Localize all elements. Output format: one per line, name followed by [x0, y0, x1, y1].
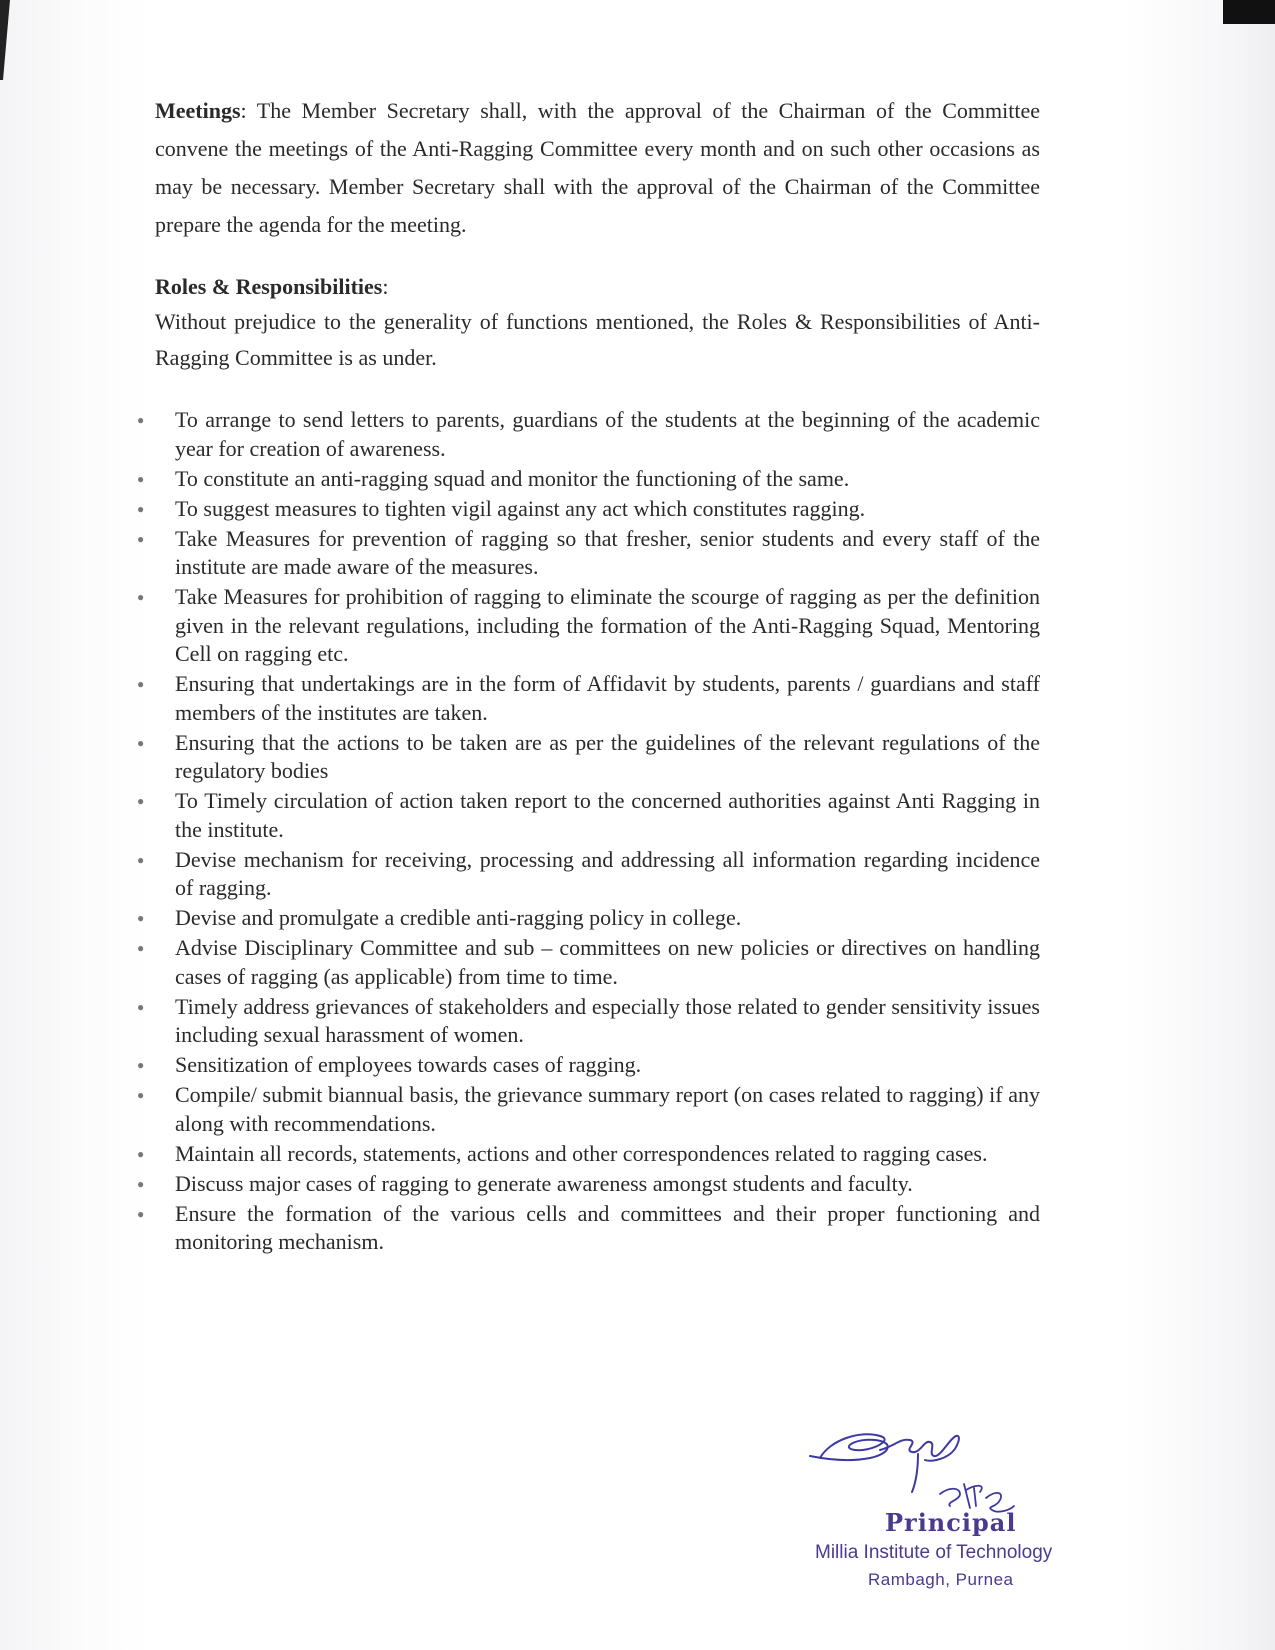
- list-item-text: To constitute an anti-ragging squad and monitor the functioning of the same.: [175, 465, 850, 491]
- list-item-text: Ensuring that the actions to be taken are as per the guidelines of the relevant regulations of the regulatory bodies: [175, 729, 1040, 783]
- bullet-icon: ●: [137, 1206, 145, 1221]
- bullet-icon: ●: [137, 999, 145, 1014]
- list-item: [137, 846, 1040, 903]
- list-item-text: Sensitization of employees towards cases of ragging.: [175, 1052, 642, 1077]
- list-item: [137, 729, 1040, 786]
- list-item-text: Ensuring that undertakings are in the form of Affidavit by students, parents / guardians and staff members of the institutes are taken.: [175, 671, 1040, 725]
- list-item: [137, 1051, 1040, 1080]
- roles-heading: Roles & Responsibilities: [155, 274, 383, 299]
- bullet-icon: ●: [137, 677, 145, 691]
- list-item: [137, 670, 1040, 727]
- list-item-text: Devise mechanism for receiving, processing and addressing all information regarding incidence of ragging.: [175, 846, 1040, 900]
- list-item: [137, 1140, 1040, 1169]
- stamp-institution: Millia Institute of Technology: [815, 1542, 1053, 1563]
- list-item: [137, 1170, 1040, 1199]
- list-item: [137, 495, 1040, 524]
- bullet-icon: ●: [137, 852, 145, 867]
- list-item-text: Advise Disciplinary Committee and sub – committees on new policies or directives on handling cases of ragging (as applicable) from time to time.: [175, 935, 1040, 989]
- bullet-icon: ●: [137, 471, 145, 486]
- signature-icon: [800, 1410, 1060, 1520]
- list-item: [137, 934, 1040, 991]
- signature-block: [800, 1410, 1100, 1630]
- list-item: [137, 1200, 1040, 1257]
- scan-edge-mark: [0, 0, 10, 80]
- bullet-icon: ●: [137, 911, 145, 925]
- list-item: [137, 525, 1040, 582]
- list-item-text: To suggest measures to tighten vigil against any act which constitutes ragging.: [175, 495, 866, 521]
- list-item-text: Maintain all records, statements, actions and other correspondences related to ragging cases.: [175, 1140, 988, 1166]
- stamp-location: Rambagh, Purnea: [868, 1570, 1014, 1589]
- bullet-icon: ●: [137, 501, 145, 516]
- list-item-text: Devise and promulgate a credible anti-ragging policy in college.: [175, 905, 742, 930]
- bullet-icon: ●: [137, 590, 145, 604]
- meetings-text: : The Member Secretary shall, with the approval of the Chairman of the Committee convene the meetings of the Anti-Ragging Committee every month and on such other occasions as may be necessary. Member Secretary shall with the approval of the Chairman of the Committee prepare the agenda for the meeting.: [155, 98, 1040, 237]
- list-item-text: To Timely circulation of action taken report to the concerned authorities against Anti Ragging in the institute.: [175, 788, 1040, 842]
- list-item-text: Compile/ submit biannual basis, the grievance summary report (on cases related to ragging) if any along with recommendations.: [175, 1082, 1040, 1136]
- list-item: [137, 904, 1040, 933]
- list-item: [137, 583, 1040, 669]
- bullet-icon: ●: [137, 735, 145, 750]
- scan-edge-mark: [1223, 0, 1275, 24]
- bullet-icon: ●: [137, 1146, 145, 1161]
- bullet-icon: ●: [137, 1176, 145, 1191]
- roles-heading-suffix: :: [382, 274, 389, 299]
- list-item: [137, 465, 1040, 494]
- roles-heading-line: [155, 270, 1040, 304]
- bullet-icon: ●: [137, 531, 145, 546]
- bullet-icon: ●: [137, 1058, 145, 1072]
- list-item: [137, 1081, 1040, 1138]
- list-item: [137, 993, 1040, 1050]
- list-item: [137, 787, 1040, 844]
- list-item: [137, 406, 1040, 463]
- list-item-text: Take Measures for prevention of ragging so that fresher, senior students and every staff of the institute are made aware of the measures.: [175, 525, 1040, 579]
- stamp-title: Principal: [885, 1508, 1017, 1537]
- roles-intro: Without prejudice to the generality of functions mentioned, the Roles & Responsibilities of Anti-Ragging Committee is as under.: [155, 309, 1040, 370]
- list-item-text: Ensure the formation of the various cells and committees and their proper functioning and monitoring mechanism.: [175, 1200, 1040, 1254]
- meetings-heading: Meetings: [155, 98, 241, 123]
- bullet-icon: ●: [137, 941, 145, 955]
- bullet-icon: ●: [137, 413, 145, 427]
- list-item-text: To arrange to send letters to parents, guardians of the students at the beginning of the academic year for creation of awareness.: [175, 407, 1040, 461]
- list-item-text: Timely address grievances of stakeholders and especially those related to gender sensitivity issues including sexual harassment of women.: [175, 993, 1040, 1047]
- bullet-icon: ●: [137, 794, 145, 808]
- responsibilities-list: [139, 406, 1040, 1257]
- bullet-icon: ●: [137, 1088, 145, 1102]
- list-item-text: Take Measures for prohibition of ragging to eliminate the scourge of ragging as per the definition given in the relevant regulations, including the formation of the Anti-Ragging Squad, Mentoring Cell on ragging etc.: [175, 584, 1040, 666]
- meetings-paragraph: [155, 92, 1040, 244]
- document-body: [137, 92, 1040, 1258]
- list-item-text: Discuss major cases of ragging to generate awareness amongst students and faculty.: [175, 1170, 913, 1196]
